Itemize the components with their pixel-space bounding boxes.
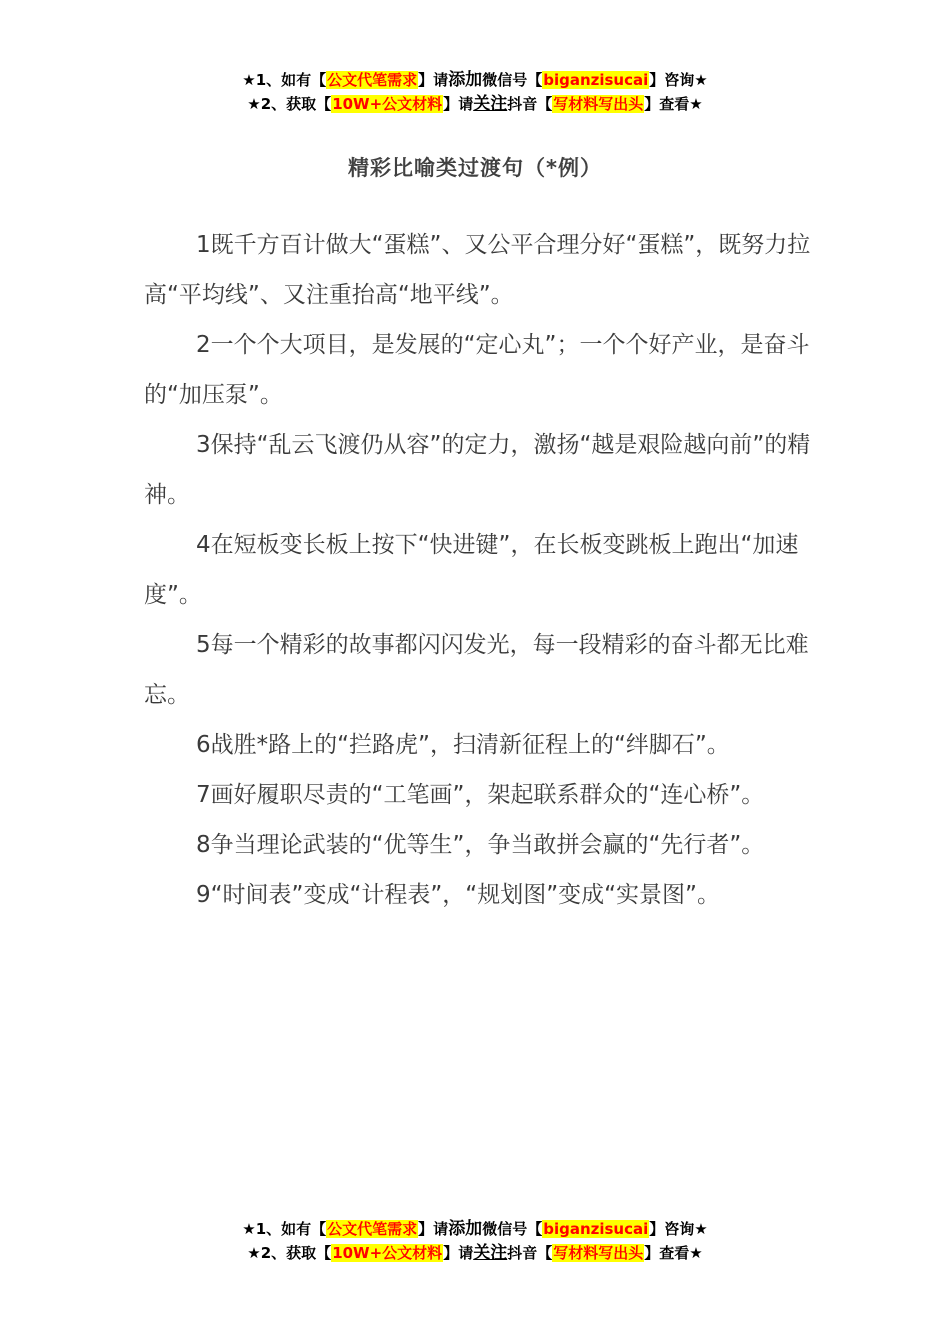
highlight-douyin-account: 写材料写出头 [553,1244,644,1262]
paragraph-1: 1既千方百计做大“蛋糕”、又公平合理分好“蛋糕”，既努力拉高“平均线”、又注重抬高“地平线”。 [144,232,811,308]
banner-emphasis: 添加 [448,70,483,90]
footer-banner [0,1217,950,1265]
highlight-materials: 10W+公文材料 [332,1244,443,1262]
banner-line-1 [0,68,950,92]
paragraph-6: 6战胜*路上的“拦路虎”，扫清新征程上的“绊脚石”。 [196,732,730,758]
banner-line-2 [0,1241,950,1265]
banner-text: 微信号【 [482,71,543,89]
banner-text: 】咨询★ [649,71,708,89]
banner-text: 】请 [418,1220,449,1238]
banner-text: 抖音【 [507,95,553,113]
paragraph-3: 3保持“乱云飞渡仍从容”的定力，激扬“越是艰险越向前”的精神。 [144,432,811,508]
highlight-materials: 10W+公文材料 [332,95,443,113]
banner-text: 】请 [443,1244,474,1262]
banner-emphasis: 关注 [473,1243,508,1263]
banner-text: 】请 [418,71,449,89]
banner-line-2 [0,92,950,116]
paragraph-9: 9“时间表”变成“计程表”，“规划图”变成“实景图”。 [196,882,720,908]
highlight-service: 公文代笔需求 [327,1220,418,1238]
document-body [144,220,824,920]
banner-emphasis: 关注 [473,94,508,114]
banner-text: ★2、获取【 [247,1244,332,1262]
banner-text: 微信号【 [482,1220,543,1238]
highlight-wechat-id: biganzisucai [543,1220,649,1238]
banner-text: ★1、如有【 [242,1220,327,1238]
highlight-wechat-id: biganzisucai [543,71,649,89]
banner-emphasis: 添加 [448,1219,483,1239]
banner-line-1 [0,1217,950,1241]
highlight-service: 公文代笔需求 [327,71,418,89]
paragraph-7: 7画好履职尽责的“工笔画”，架起联系群众的“连心桥”。 [196,782,765,808]
banner-text: 】查看★ [644,1244,703,1262]
paragraph-8: 8争当理论武装的“优等生”，争当敢拼会赢的“先行者”。 [196,832,765,858]
page-title: 精彩比喻类过渡句（*例） [348,156,602,180]
banner-text: ★2、获取【 [247,95,332,113]
highlight-douyin-account: 写材料写出头 [553,95,644,113]
banner-text: 】咨询★ [649,1220,708,1238]
paragraph-4: 4在短板变长板上按下“快进键”，在长板变跳板上跑出“加速度”。 [144,532,799,608]
banner-text: 】请 [443,95,474,113]
banner-text: 】查看★ [644,95,703,113]
paragraph-2: 2一个个大项目，是发展的“定心丸”；一个个好产业，是奋斗的“加压泵”。 [144,332,810,408]
banner-text: ★1、如有【 [242,71,327,89]
paragraph-5: 5每一个精彩的故事都闪闪发光，每一段精彩的奋斗都无比难忘。 [144,632,809,708]
header-banner [0,68,950,116]
banner-text: 抖音【 [507,1244,553,1262]
